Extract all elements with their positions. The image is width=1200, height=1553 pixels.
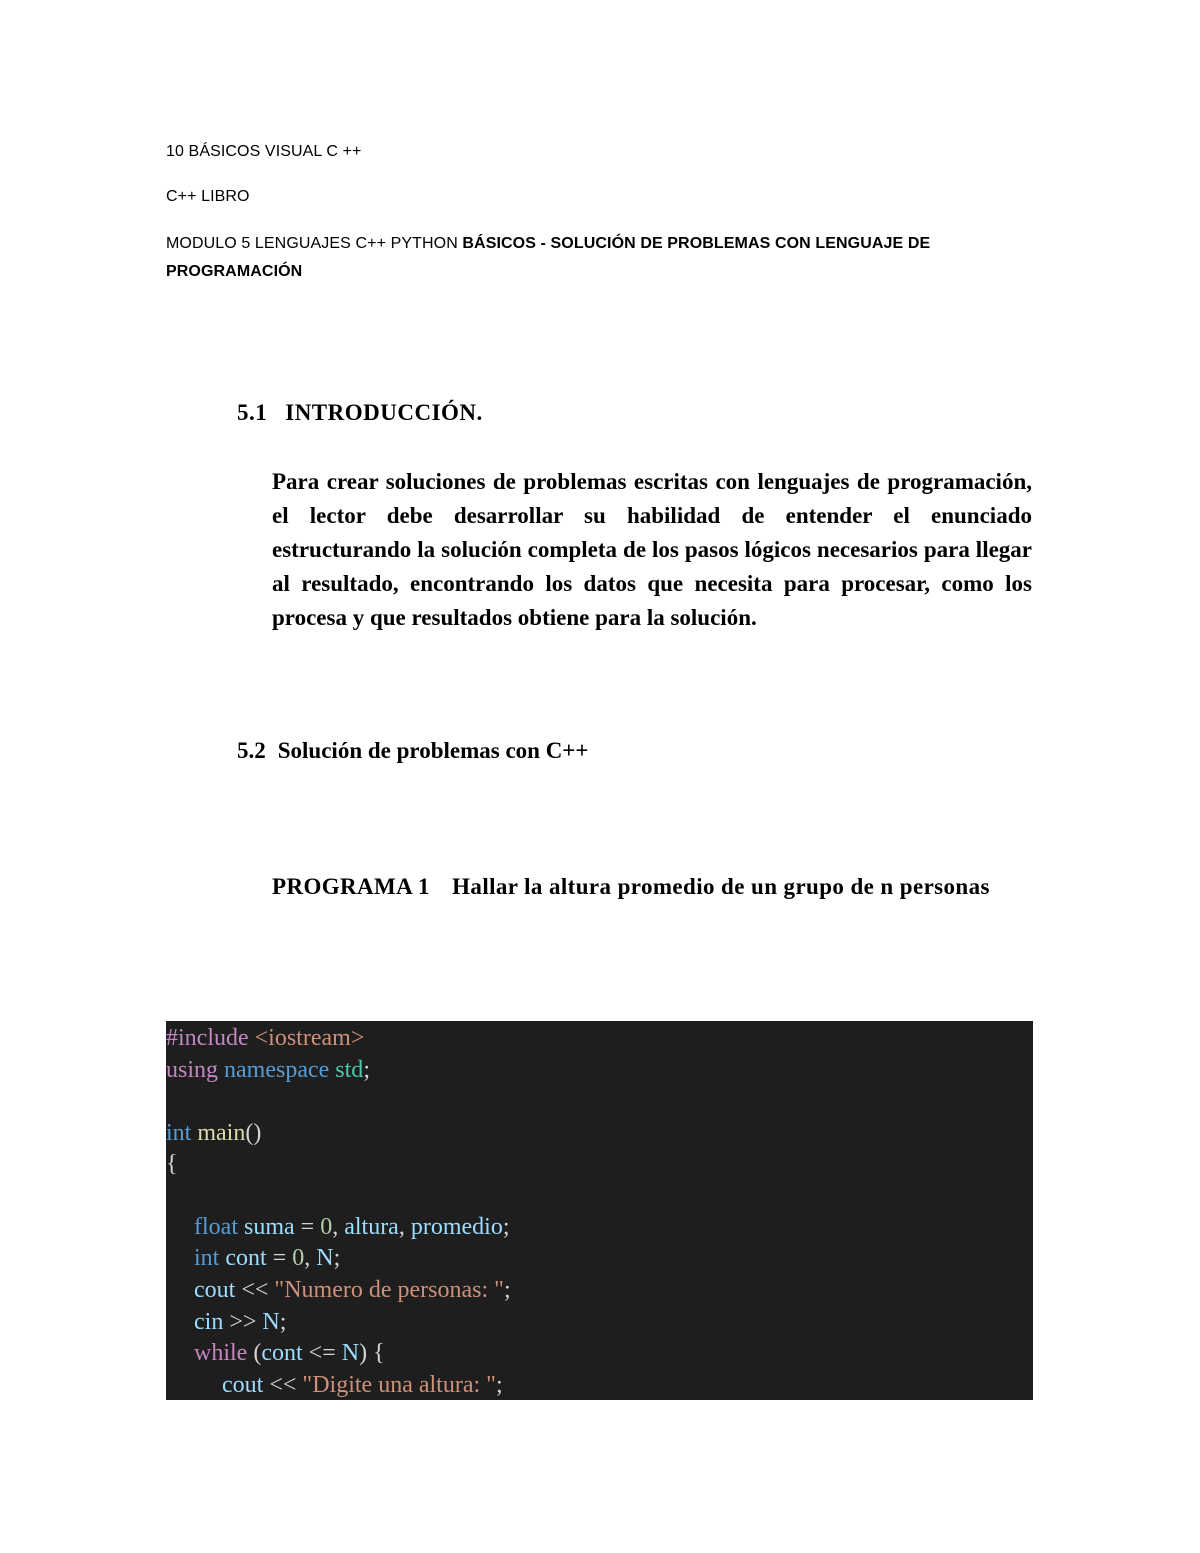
code-token: N — [341, 1340, 360, 1366]
section-title: Solución de problemas con C++ — [277, 738, 589, 763]
code-token: ; — [503, 1277, 511, 1303]
code-token: #include — [166, 1025, 255, 1051]
code-line — [222, 1370, 503, 1400]
code-token: ; — [502, 1214, 510, 1240]
code-token: 0 — [292, 1245, 305, 1271]
code-token: cont — [261, 1340, 303, 1366]
code-token: = — [266, 1245, 293, 1271]
document-header-line-1: 10 BÁSICOS VISUAL C ++ — [166, 143, 362, 160]
code-token: = — [294, 1214, 321, 1240]
code-token: cout — [194, 1277, 236, 1303]
code-token: cont — [219, 1245, 267, 1271]
code-token: float — [194, 1214, 238, 1240]
code-token: ( — [247, 1340, 262, 1366]
code-token: N — [316, 1245, 334, 1271]
code-token: while — [194, 1340, 248, 1366]
code-line — [166, 1023, 364, 1053]
code-token: promedio — [410, 1214, 503, 1240]
module-title: BÁSICOS - SOLUCIÓN DE PROBLEMAS CON LENGUAJE DE PROGRAMACIÓN — [166, 235, 931, 280]
code-line — [194, 1307, 286, 1337]
document-header-line-3 — [166, 230, 1046, 286]
code-line — [166, 1149, 178, 1179]
code-line — [194, 1243, 340, 1273]
code-line — [166, 1055, 370, 1085]
code-token: ; — [495, 1372, 503, 1398]
section-5-1-heading — [237, 400, 483, 426]
code-token: <iostream> — [254, 1025, 365, 1051]
program-1-heading — [272, 870, 1032, 904]
code-token: std — [329, 1057, 364, 1083]
code-token: << — [263, 1372, 303, 1398]
section-5-2-heading — [237, 738, 589, 764]
code-token: >> — [223, 1309, 263, 1335]
module-label: MODULO 5 LENGUAJES C++ PYTHON — [166, 235, 463, 252]
code-token: main — [191, 1120, 246, 1146]
introduction-paragraph: Para crear soluciones de problemas escritas con lenguajes de programación, el lector debe desarrollar su habilidad de entender el enunciado estructurando la solución completa de los pasos lógicos necesarios para llegar al resultado, encontrando los datos que necesita para procesar, como los procesa y que resultados obtiene para la solución. — [272, 469, 1032, 630]
code-token: ; — [333, 1245, 341, 1271]
code-token: int — [166, 1120, 192, 1146]
code-token: ; — [363, 1057, 370, 1083]
code-line — [194, 1212, 510, 1242]
code-token: , — [304, 1245, 317, 1271]
section-number: 5.1 — [237, 400, 268, 425]
code-token: () — [245, 1120, 262, 1146]
code-token: namespace — [218, 1057, 330, 1083]
code-token: suma — [237, 1214, 295, 1240]
code-token: cout — [222, 1372, 264, 1398]
code-line — [194, 1275, 511, 1305]
code-line — [194, 1338, 385, 1368]
code-token: ; — [279, 1309, 287, 1335]
code-token: int — [194, 1245, 220, 1271]
code-token: "Numero de personas: " — [274, 1277, 504, 1303]
code-token: , — [398, 1214, 411, 1240]
code-line — [166, 1118, 261, 1148]
code-token: cin — [194, 1309, 224, 1335]
section-number: 5.2 — [237, 738, 266, 763]
code-token: { — [166, 1151, 178, 1177]
document-header-line-2: C++ LIBRO — [166, 188, 250, 205]
code-block — [166, 1021, 1033, 1400]
section-title: INTRODUCCIÓN. — [285, 400, 483, 425]
code-token: "Digite una altura: " — [302, 1372, 496, 1398]
code-token: using — [166, 1057, 219, 1083]
code-token: <= — [302, 1340, 342, 1366]
code-token: 0 — [320, 1214, 333, 1240]
code-token: ) { — [359, 1340, 385, 1366]
code-token: , — [332, 1214, 345, 1240]
code-token: altura — [344, 1214, 399, 1240]
program-label: PROGRAMA 1 — [272, 874, 430, 899]
program-title: Hallar la altura promedio de un grupo de n personas — [452, 874, 990, 899]
code-token: << — [235, 1277, 275, 1303]
code-token: N — [262, 1309, 280, 1335]
